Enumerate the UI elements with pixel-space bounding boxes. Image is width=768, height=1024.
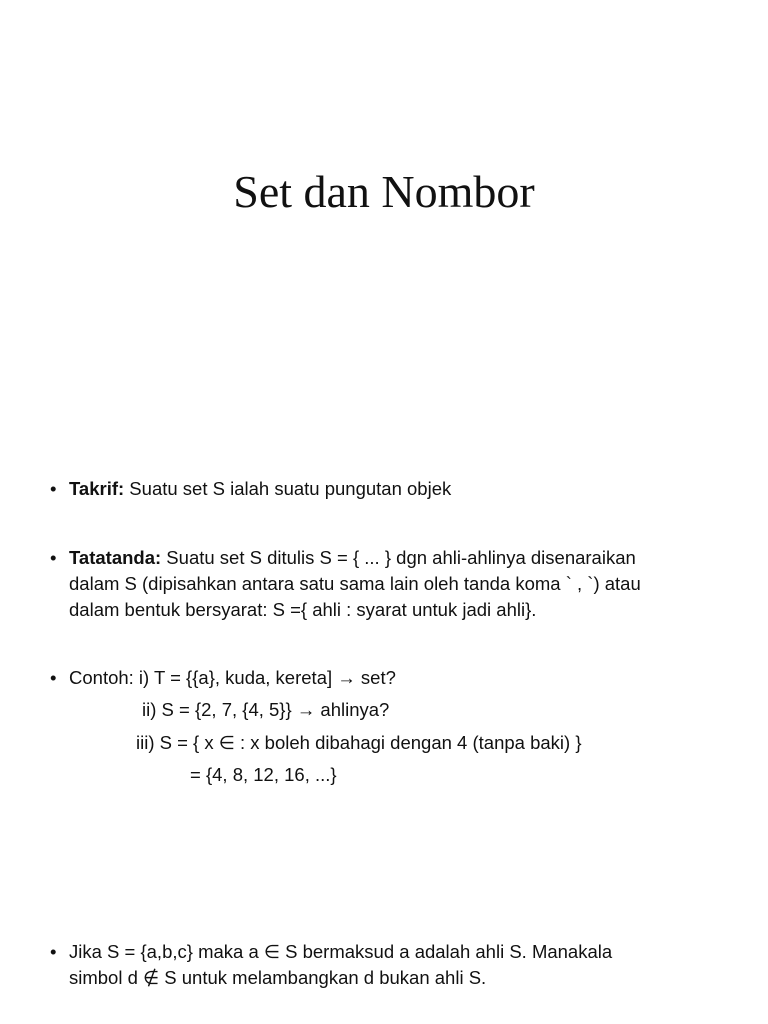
tatatanda-label: Tatatanda: [69,547,162,568]
takrif-text: Suatu set S ialah suatu pungutan objek [124,478,452,499]
contoh-line-2: ii) S = {2, 7, {4, 5}} → ahlinya? [142,699,390,720]
bullet-jika [50,939,710,991]
tatatanda-line-1 [69,545,710,571]
bullet-contoh [50,665,710,691]
bullet-dot: • [50,667,57,688]
bullet-text [69,545,710,623]
slide-title: Set dan Nombor [233,166,535,217]
bullet-dot: • [50,478,57,499]
contoh-line-4: = {4, 8, 12, 16, ...} [190,764,337,785]
bullet-text [69,476,710,502]
bullet-text: Contoh: i) T = {{a}, kuda, kereta] → set? [69,667,396,688]
tatatanda-text-1: Suatu set S ditulis S = { ... } dgn ahli-ahlinya disenaraikan [161,547,636,568]
bullet-takrif [50,476,710,502]
bullet-dot: • [50,547,57,568]
bullet-tatatanda [50,545,710,623]
contoh-line-3: iii) S = { x ∈ : x boleh dibahagi dengan 4 (tanpa baki) } [136,732,582,753]
bullet-dot: • [50,941,57,962]
takrif-label: Takrif: [69,478,125,499]
jika-line-1: Jika S = {a,b,c} maka a ∈ S bermaksud a adalah ahli S. Manakala [69,941,613,962]
tatatanda-line-3: dalam bentuk bersyarat: S ={ ahli : syarat untuk jadi ahli}. [69,599,537,620]
tatatanda-line-2: dalam S (dipisahkan antara satu sama lain oleh tanda koma ` , `) atau [69,573,641,594]
bullet-text [69,939,710,991]
jika-line-2: simbol d ∉ S untuk melambangkan d bukan ahli S. [69,967,487,988]
